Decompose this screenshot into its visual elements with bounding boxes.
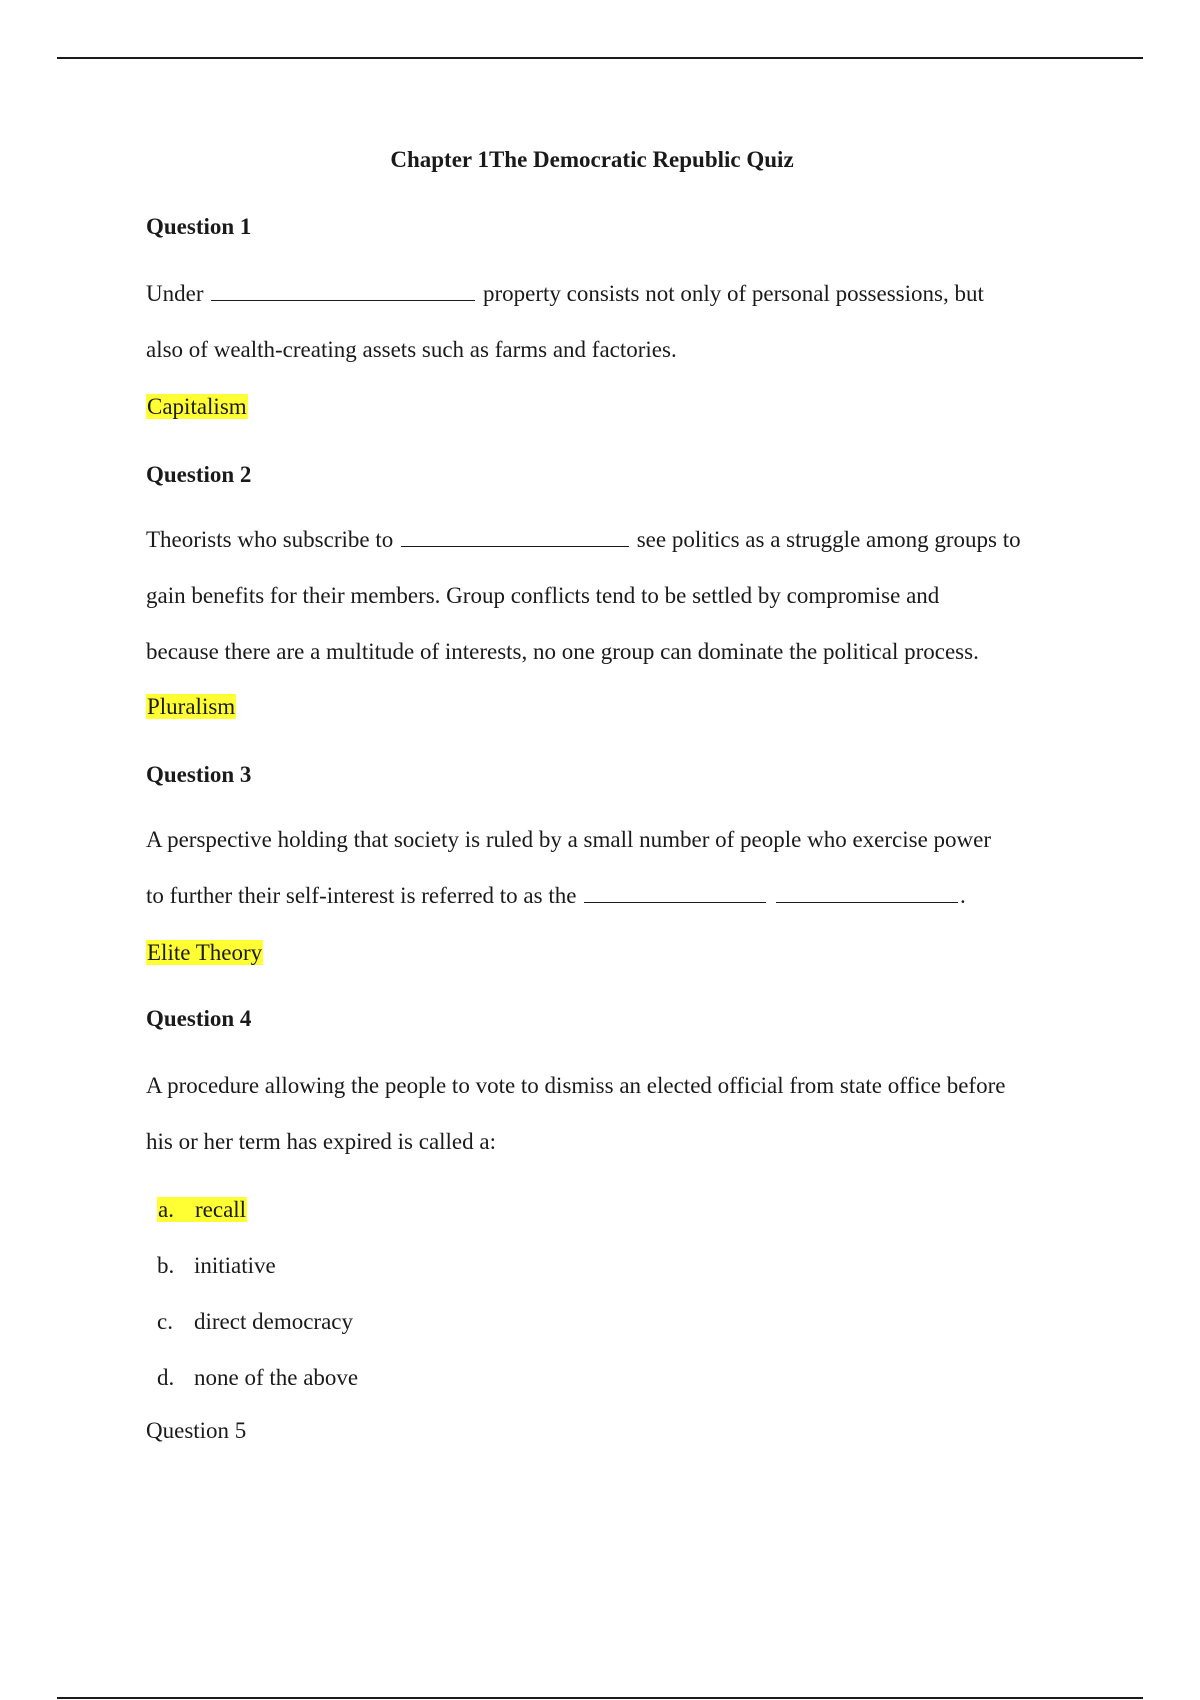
option-text: direct democracy [194, 1309, 353, 1334]
option-letter: a. [158, 1197, 174, 1222]
answer [146, 938, 1066, 968]
footer-rule [57, 1697, 1143, 1699]
option-b [146, 1238, 1066, 1294]
answer-options [146, 1182, 1066, 1406]
question-heading: Question 4 [146, 1006, 252, 1031]
highlighted-answer: Elite Theory [147, 940, 263, 965]
question-5 [146, 1416, 1066, 1446]
quiz-document [146, 140, 1066, 1446]
option-c [146, 1294, 1066, 1350]
question-text [146, 512, 1066, 680]
question-text-segment: see politics as a struggle among groups to [636, 527, 1021, 552]
fill-in-blank [211, 280, 475, 301]
question-3 [146, 760, 1066, 968]
document-title: Chapter 1The Democratic Republic Quiz [390, 147, 794, 172]
question-text-segment: A procedure allowing the people to vote to dismiss an elected official from state office before [146, 1073, 1006, 1098]
question-text-segment: to further their self-interest is referred to as the [146, 883, 577, 908]
answer [146, 692, 1066, 722]
question-text [146, 266, 1066, 378]
question-2 [146, 460, 1066, 722]
option-text: recall [195, 1197, 247, 1222]
question-text [146, 812, 1066, 924]
option-text: none of the above [194, 1365, 359, 1390]
option-letter: c. [157, 1309, 173, 1334]
question-text-segment: Under [146, 281, 204, 306]
highlighted-answer: Pluralism [147, 694, 236, 719]
option-text: initiative [194, 1253, 276, 1278]
fill-in-blank [584, 882, 766, 903]
question-text-segment: . [959, 883, 966, 908]
question-4 [146, 1004, 1066, 1406]
option-d [146, 1350, 1066, 1406]
question-text-segment: also of wealth-creating assets such as farms and factories. [146, 337, 677, 362]
question-heading: Question 2 [146, 462, 252, 487]
question-heading: Question 3 [146, 762, 252, 787]
option-letter: d. [157, 1365, 175, 1390]
fill-in-blank [401, 526, 629, 547]
question-heading: Question 1 [146, 214, 252, 239]
fill-in-blank [776, 882, 958, 903]
highlighted-answer: Capitalism [147, 394, 247, 419]
question-text [146, 1058, 1066, 1170]
question-text-segment: gain benefits for their members. Group conflicts tend to be settled by compromise and [146, 583, 940, 608]
option-a [146, 1182, 1066, 1238]
question-text-segment: his or her term has expired is called a: [146, 1129, 496, 1154]
question-text-segment: Theorists who subscribe to [146, 527, 394, 552]
question-1 [146, 212, 1066, 422]
question-text-segment: property consists not only of personal possessions, but [482, 281, 984, 306]
option-letter: b. [157, 1253, 175, 1278]
header-rule [57, 57, 1143, 59]
highlighted-answer [157, 1197, 247, 1222]
question-heading: Question 5 [146, 1418, 247, 1443]
question-text-segment: because there are a multitude of interests, no one group can dominate the political process. [146, 639, 979, 664]
answer [146, 392, 1066, 422]
question-text-segment: A perspective holding that society is ruled by a small number of people who exercise power [146, 827, 992, 852]
